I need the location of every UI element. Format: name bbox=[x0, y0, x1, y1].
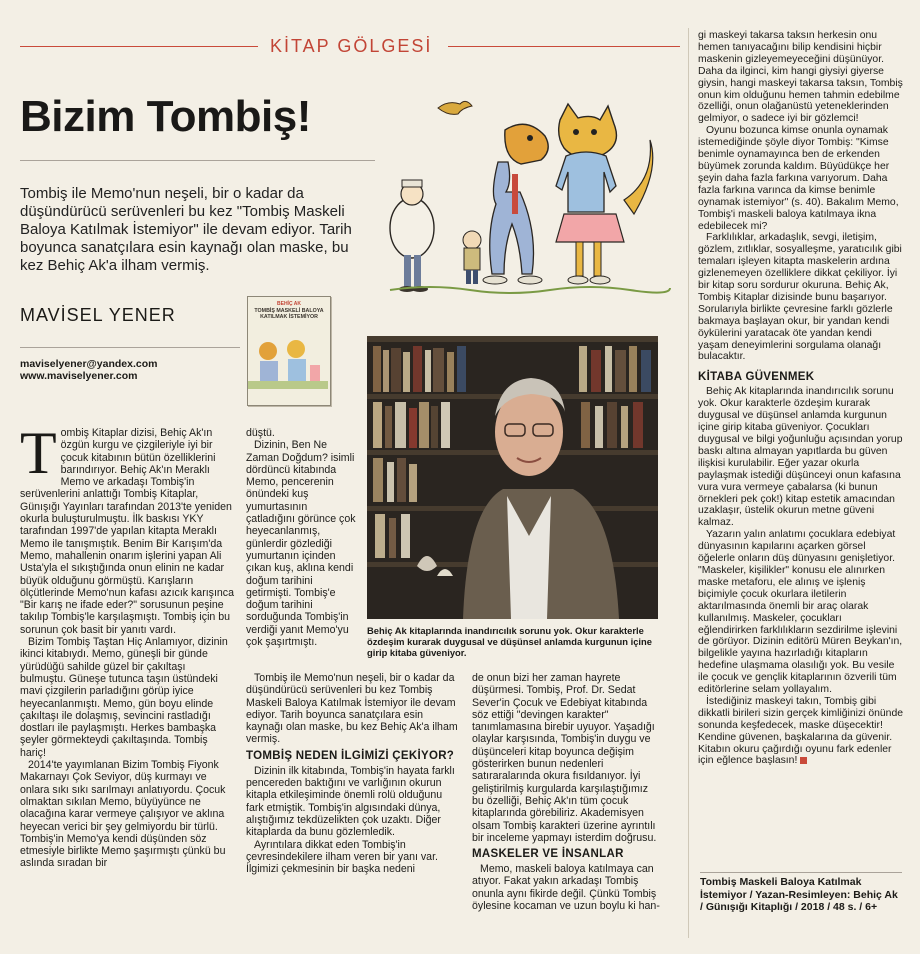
column-3 bbox=[472, 672, 660, 912]
col4-paragraph-4: Behiç Ak kitaplarında inandırıcılık sorunu yok. Okur karakterle özdeşim kurarak duygusal ve düşünsel anlamda kurgunun içine girip kitaba güveniyor. Çocukları duygusal ve bilgi yoğunluğu açısından yorup baskı altına almayan yapıtlarda bu güven ilişkisi kurulabilir. Eğer yazar okurla paylaşmak istediği düşünceyi onun kafasına vura vura vermeye çabalarsa (ki bunun örnekleri pek çok!) kitap estetik amacından uzaklaşır, üstelik okurun metne güveni kalmaz. bbox=[698, 386, 903, 529]
author-photo-image bbox=[367, 336, 658, 619]
column-2-top bbox=[246, 427, 359, 648]
tombis-illustration bbox=[380, 90, 680, 305]
photo-caption: Behiç Ak kitaplarında inandırıcılık sorunu yok. Okur karakterle özdeşim kurarak duygusal ve düşünsel anlamda kurgunun içine girip kitaba güveniyor. bbox=[367, 625, 652, 658]
col4-paragraph-1: gi maskeyi takarsa taksın herkesin onu hemen tanıyacağını bilip kendisini hiçbir maskenin gizleyemeyeceğini düşünüyor. Daha da ilginci, kim hangi giysiyi giyerse giysin, hangi maskeyi takarsa taksın, Tombiş onun kim olduğunu hemen tahmin edebilme özelliği, onun olağanüstü yeteneklerinden gelmiyor, o sadece iyi bir gözlemci! bbox=[698, 30, 903, 125]
col2-paragraph-2: Dizinin, Ben Ne Zaman Doğdum? isimli dördüncü kitabında Memo, pencerenin önündeki kuş yumurtasının çatladığını görünce çok heyecanlanmış, günlerdir gözlediği yumurtanın içinden çıkan kuş, aklına kendi doğum tarihini getirmişti. Tombiş'e doğum tarihini sorduğunda Tombiş'in verdiği yanıt Memo'yu çok şaşırtmıştı. bbox=[246, 439, 356, 649]
column-1 bbox=[20, 420, 234, 870]
col1-paragraph-1: ombiş Kitaplar dizisi, Behiç Ak'ın özgün kurgu ve çizgileriyle iyi bir çocuk kitabının bütün özelliklerini barındırıyor. Behiç Ak'ın Meraklı Memo ve arkadaşı Tombiş'in serüvenlerini anlattığı Tombiş Kitaplar, Günışığı Yayınları tarafından 2013'te yeniden okurla buluşturulmuştu. İlk baskısı YKY tarafından 1997'de yapılan kitapta Meraklı Memo ile tanışmıştık. Benim Bir Karışım'da Memo, mahallenin onarım işlerini yapan Ali Usta'yla el sıkıştığında onun elinin ne kadar büyük olduğunu görmüştü. Karışların ölçütlerinde Memo'nun kafası azıcık karışınca "Bir karış ne ifade eder?" sorusunun peşine takılıp Tombiş'le karşılaşmıştı. Tombiş için bu sorunun çok basit bir yanıtı vardı. bbox=[20, 427, 234, 636]
col4-paragraph-3: Farklılıklar, arkadaşlık, sevgi, iletişim, gözlem, zıtlıklar, sosyalleşme, yaratıcılık gibi temaları işleyen kitapta maskelerin ardına gizlenemeyen özelliklere dikkat çekiliyor. İyi bir kitap soru sordurur okuruna. Behiç Ak, Tombiş Kitaplar dizisinde bunu başarıyor. Sorularıyla birlikte çevresine farklı gözlerle bakmaya başlayan okur, bir yandan kendi öykülerini yaratacak öte yandan kendi yaşam deneyimlerini sorgulama olanağı bulacaktır. bbox=[698, 232, 902, 363]
col1-paragraph-2: Bizim Tombiş Taştan Hiç Anlamıyor, dizinin ikinci kitabıydı. Memo, güneşli bir günde yürüdüğü sahilde güzel bir çakıltaşı bulmuştu. Güneşe tutunca taşın üstündeki mavi çizgilerin parladığını görüp iyice heyecanlanmıştı. Memo, gün boyu elinde çakıltaşı ile dolaşmış, sevincini rastladığı dostları ile paylaşmıştı. Herkes bambaşka şeyler görmekteydi çakıltaşında. Tombiş hariç! bbox=[20, 636, 228, 759]
col2-paragraph-5: Ayrıntılara dikkat eden Tombiş'in çevresindekilere ilham veren bir yanı var. İlgimizi çekmesinin bir başka nedeni bbox=[246, 838, 438, 876]
col4-paragraph-6-text: İstediğiniz maskeyi takın, Tombiş gibi dikkatli birileri sizin gerçek kimliğinizi önünde sonunda keşfedecek, maske düşecektir! Kendine güvenen, başkalarına da güvenir. Kitabın okuru çağırdığı oyunu fark edenler için eğlence başlasın! bbox=[698, 695, 904, 767]
small-man-figure bbox=[390, 180, 434, 292]
col2-paragraph-4: Dizinin ilk kitabında, Tombiş'in hayata farklı pencereden baktığını ve varlığının okurun kitapla etkileşiminde önemli rolü olduğunu fark etmiştik. Tombiş'in algısındaki dünya, alıştığımız tekdüzelikten çok uzaktı. Diğer kitaplarda da bunu gözlemledik. bbox=[246, 764, 455, 839]
col4-paragraph-5: Yazarın yalın anlatımı çocuklara edebiyat dünyasının kapılarını açarken görsel öğelerle onların düş dünyasını genişletiyor. "Maskeler, kişilikler" konusu ele alınırken maske metaforu, ele alınış ve işleniş biçimiyle çocuk okurlara iletilerin aktarılmasında önemli bir araç olarak kullanılmış. Maskeler, çocukları eğlendirirken farklılıkların sezdirilme işlevini de görüyor. Dizinin editörü Müren Beykan'ın, bilgelikle yayına hazırladığı kitapların hedefine ulaşmama olasılığı yok. Bu vesile ile çocuk ve gençlik kitaplarının özverili tüm editörlerine selam yollayalım. bbox=[698, 529, 903, 696]
col4-paragraph-2: Oyunu bozunca kimse onunla oynamak istemediğinde şöyle diyor Tombiş: "Kimse benimle oynamayınca ben de erkenden büyümek zorunda kaldım. Büyüdükçe her şeyin daha fazla farkına varıyorum. Daha fazla farkına varınca da kimse benimle oynamak istemiyor" (s. 40). Bakalım Memo, Tombiş'i maskeli baloya katılmaya ikna edebilecek mi? bbox=[698, 125, 899, 232]
article-lede: Tombiş ile Memo'nun neşeli, bir o kadar da düşündürücü serüvenleri bu kez "Tombiş Maskeli Baloya Katılmak İstemiyor" ile devam ediyor. Tarih boyunca sanatçılara esin kaynağı olan maske, bu kez Behiç Ak'a ilham vermiş. bbox=[20, 185, 352, 274]
book-cover bbox=[247, 296, 331, 406]
title-rule bbox=[20, 160, 375, 161]
section-heading-tombis: TOMBİŞ NEDEN İLGİMİZİ ÇEKİYOR? bbox=[246, 749, 455, 762]
section-heading-masks: MASKELER VE İNSANLAR bbox=[472, 848, 624, 861]
child-figure bbox=[463, 231, 481, 284]
author-name: MAVİSEL YENER bbox=[20, 305, 176, 325]
author-email[interactable]: maviselyener@yandex.com bbox=[20, 358, 158, 370]
article-title: Bizim Tombiş! bbox=[20, 92, 311, 141]
column-4 bbox=[698, 30, 904, 767]
col3-paragraph-1: de onun bizi her zaman hayrete düşürmesi. Tombiş, Prof. Dr. Sedat Sever'in Çocuk ve Edebiyat kitabında söz ettiği "devingen karakter" tanımlamasına birebir uyuyor. Yaşadığı olaylar karşısında, Tombiş'in duygu ve düşünceleri kitap boyunca değişim gösterirken bunun nedenleri satıraralarında okura fısıldanıyor. İyi geliştirilmiş kurgularda karşılaştığımız bu özelliği, Behiç Ak'ın tüm çocuk kitaplarında görebiliriz. Akademisyen olsam Tombiş karakteri üzerine ayrıntılı bir inceleme yapmayı isterdim doğrusu. bbox=[472, 672, 657, 844]
author-rule bbox=[20, 347, 240, 348]
column-2-bottom bbox=[246, 672, 458, 875]
section-heading-trust: KİTABA GÜVENMEK bbox=[698, 371, 815, 384]
book-cover-title: TOMBİŞ MASKELİ BALOYA KATILMAK İSTEMİYOR bbox=[254, 308, 324, 320]
cat-figure bbox=[556, 104, 653, 284]
col2-paragraph-1: düştü. bbox=[246, 427, 275, 439]
author-website[interactable]: www.maviselyener.com bbox=[20, 370, 138, 382]
dropcap: T bbox=[20, 420, 57, 486]
book-info-rule bbox=[700, 872, 902, 873]
grass-line bbox=[390, 287, 670, 293]
col2-paragraph-3: Tombiş ile Memo'nun neşeli, bir o kadar da düşündürücü serüvenleri bu kez Tombiş Maskeli Baloya Katılmak İstemiyor ile devam ediyor. Tarih boyunca sanatçılara esin kaynağı olan maske, bu kez Behiç Ak'a ilham vermiş. bbox=[246, 672, 458, 746]
section-header: KİTAP GÖLGESİ bbox=[270, 36, 433, 56]
column-rule-right bbox=[688, 28, 689, 938]
col4-paragraph-6 bbox=[698, 696, 904, 767]
author-photo bbox=[367, 336, 658, 619]
col3-paragraph-2: Memo, maskeli baloya katılmaya can atıyor. Fakat yakın arkadaşı Tombiş onunla aynı fikirde değil. Çünkü Tombiş öylesine kocaman ve uzun boylu ki han- bbox=[472, 863, 660, 913]
col1-paragraph-3: 2014'te yayımlanan Bizim Tombiş Fiyonk Makarnayı Çok Seviyor, düş kurmayı ve onlara sıkı sıkı sarılmayı anlatıyordu. Çocuk olmaktan sıkılan Memo, büyüyünce ne olacağına karar vermeye çalışıyor ve aklına heyecan verici bir şey gelmiyordu bir türlü. Tombiş'in Memo'ya kendi düşünden söz etmesiyle birlikte Memo şaşırmıştı çünkü bu aslında sıradan bir bbox=[20, 759, 226, 870]
book-cover-author: BEHİÇ AK bbox=[277, 301, 301, 307]
book-info: Tombiş Maskeli Baloya Katılmak İstemiyor / Yazan-Resimleyen: Behiç Ak / Günışığı Kitaplığı / 2018 / 48 s. / 6+ bbox=[700, 876, 898, 913]
header-rule-left bbox=[20, 46, 258, 47]
header-rule-right bbox=[448, 46, 680, 47]
dog-figure bbox=[483, 124, 548, 284]
bird-icon bbox=[438, 101, 472, 114]
book-cover-art bbox=[248, 321, 328, 389]
author-contact bbox=[20, 358, 157, 382]
end-mark-icon bbox=[800, 757, 807, 764]
